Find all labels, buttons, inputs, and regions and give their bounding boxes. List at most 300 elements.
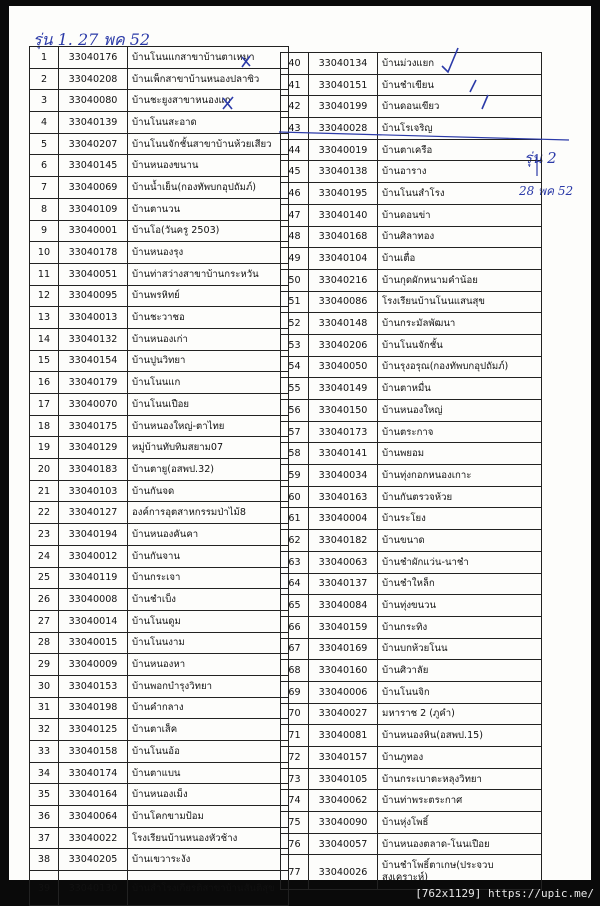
school-code: 33040153	[59, 675, 128, 697]
table-row	[30, 871, 289, 906]
school-code: 33040062	[309, 790, 378, 812]
school-code: 33040132	[59, 328, 128, 350]
table-row	[281, 768, 542, 790]
school-code: 33040080	[59, 90, 128, 112]
table-row	[30, 675, 289, 697]
row-number: 4	[30, 112, 59, 134]
row-number: 71	[281, 725, 309, 747]
school-code: 33040051	[59, 263, 128, 285]
table-row	[30, 350, 289, 372]
row-number: 76	[281, 833, 309, 855]
row-number: 70	[281, 703, 309, 725]
school-name: บ้านกันจด	[128, 480, 289, 502]
school-name: บ้านโนนจักชั้น	[378, 334, 542, 356]
table-row	[30, 372, 289, 394]
school-name: บ้านเขวาระงัง	[128, 849, 289, 871]
table-row	[30, 697, 289, 719]
row-number: 46	[281, 183, 309, 205]
school-code: 33040027	[309, 703, 378, 725]
school-code: 33040141	[309, 443, 378, 465]
school-code: 33040070	[59, 394, 128, 416]
row-number: 20	[30, 459, 59, 481]
row-number: 3	[30, 90, 59, 112]
table-row	[281, 421, 542, 443]
school-code: 33040090	[309, 812, 378, 834]
table-row	[30, 762, 289, 784]
table-row	[281, 291, 542, 313]
school-name: บ้านชำใหล็ก	[378, 573, 542, 595]
school-code: 33040207	[59, 133, 128, 155]
school-name: บ้านม่วงแยก	[378, 53, 542, 75]
table-row	[281, 161, 542, 183]
school-code: 33040064	[59, 806, 128, 828]
table-row	[30, 68, 289, 90]
table-row	[30, 784, 289, 806]
school-list-right-table	[280, 52, 542, 890]
table-row	[30, 198, 289, 220]
table-row	[30, 459, 289, 481]
school-name: บ้านโนนแกสาขาบ้านตาเหมา	[128, 47, 289, 69]
row-number: 64	[281, 573, 309, 595]
school-code: 33040129	[59, 437, 128, 459]
school-code: 33040103	[59, 480, 128, 502]
school-name: บ้านสำโรงเกียรติสาขาบ้านสันติสุข	[128, 871, 289, 906]
table-row	[30, 632, 289, 654]
school-name: บ้านกระทิง	[378, 616, 542, 638]
table-row	[30, 719, 289, 741]
row-number: 63	[281, 551, 309, 573]
table-row	[30, 524, 289, 546]
row-number: 18	[30, 415, 59, 437]
row-number: 23	[30, 524, 59, 546]
school-name: บ้านระโยง	[378, 508, 542, 530]
row-number: 54	[281, 356, 309, 378]
row-number: 51	[281, 291, 309, 313]
table-row	[281, 486, 542, 508]
school-code: 33040198	[59, 697, 128, 719]
school-name: บ้านตานวน	[128, 198, 289, 220]
image-host-footer: [762x1129] https://upic.me/	[415, 887, 594, 900]
table-row	[30, 133, 289, 155]
school-name: บ้านปูนวิทยา	[128, 350, 289, 372]
table-row	[30, 827, 289, 849]
school-name: บ้านตาเครือ	[378, 139, 542, 161]
school-code: 33040006	[309, 681, 378, 703]
school-code: 33040063	[309, 551, 378, 573]
school-code: 33040057	[309, 833, 378, 855]
row-number: 66	[281, 616, 309, 638]
table-row	[30, 47, 289, 69]
school-code: 33040175	[59, 415, 128, 437]
school-name: บ้านภูทอง	[378, 747, 542, 769]
table-row	[281, 400, 542, 422]
school-name: บ้านหนองใหญ่-ตาไทย	[128, 415, 289, 437]
school-code: 33040195	[309, 183, 378, 205]
table-row	[30, 806, 289, 828]
school-name: บ้านกระมัลพัฒนา	[378, 313, 542, 335]
table-row	[30, 328, 289, 350]
school-code: 33040205	[59, 849, 128, 871]
school-code: 33040034	[309, 465, 378, 487]
table-row	[281, 530, 542, 552]
school-name: บ้านตาแบน	[128, 762, 289, 784]
row-number: 30	[30, 675, 59, 697]
school-name: บ้านชำเบ็ง	[128, 589, 289, 611]
school-code: 33040138	[309, 161, 378, 183]
school-name: บ้านชำเขียน	[378, 74, 542, 96]
school-code: 33040154	[59, 350, 128, 372]
table-row	[281, 378, 542, 400]
table-row	[30, 112, 289, 134]
school-code: 33040160	[309, 660, 378, 682]
school-name: บ้านหนองขนาน	[128, 155, 289, 177]
row-number: 37	[30, 827, 59, 849]
table-row	[30, 415, 289, 437]
row-number: 43	[281, 118, 309, 140]
school-name: บ้านชะยูงสาขาหนองแก	[128, 90, 289, 112]
school-name: บ้านกันตรวจห้วย	[378, 486, 542, 508]
table-row	[30, 502, 289, 524]
table-row	[30, 155, 289, 177]
school-code: 33040208	[59, 68, 128, 90]
school-name: บ้านตระกาจ	[378, 421, 542, 443]
school-name: โรงเรียนบ้านหนองหัวช้าง	[128, 827, 289, 849]
school-name: บ้านโนนอ้อ	[128, 741, 289, 763]
school-code: 33040139	[59, 112, 128, 134]
table-row	[281, 465, 542, 487]
row-number: 6	[30, 155, 59, 177]
school-name: บ้านกันจาน	[128, 545, 289, 567]
school-name: หมู่บ้านทับทิมสยาม07	[128, 437, 289, 459]
row-number: 40	[281, 53, 309, 75]
school-name: องค์การอุตสาหกรรมป่าไม้8	[128, 502, 289, 524]
school-code: 33040174	[59, 762, 128, 784]
school-name: บ้านเพ็กสาขาบ้านหนองปลาซิว	[128, 68, 289, 90]
row-number: 47	[281, 204, 309, 226]
table-row	[281, 573, 542, 595]
row-number: 67	[281, 638, 309, 660]
table-row	[30, 90, 289, 112]
table-row	[281, 747, 542, 769]
table-row	[281, 443, 542, 465]
row-number: 50	[281, 269, 309, 291]
row-number: 2	[30, 68, 59, 90]
table-row	[281, 248, 542, 270]
school-name: บ้านโรเจริญ	[378, 118, 542, 140]
school-code: 33040015	[59, 632, 128, 654]
school-code: 33040164	[59, 784, 128, 806]
table-row	[30, 220, 289, 242]
school-name: บ้านหนองตลาด-โนนเปือย	[378, 833, 542, 855]
school-code: 33040199	[309, 96, 378, 118]
table-row	[281, 313, 542, 335]
row-number: 5	[30, 133, 59, 155]
row-number: 52	[281, 313, 309, 335]
school-code: 33040151	[309, 74, 378, 96]
school-name: บ้านทุ่งขนวน	[378, 595, 542, 617]
row-number: 27	[30, 610, 59, 632]
table-row	[281, 183, 542, 205]
row-number: 60	[281, 486, 309, 508]
row-number: 39	[30, 871, 59, 906]
school-name: บ้านศิวาลัย	[378, 660, 542, 682]
handwritten-group-1-label: รุ่น 1. 27 พค 52	[33, 30, 151, 49]
school-name: โรงเรียนบ้านโนนแสนสุข	[378, 291, 542, 313]
school-name: บ้านดอนเขียว	[378, 96, 542, 118]
school-name: บ้านชะวาชอ	[128, 307, 289, 329]
school-name: บ้านโนนแก	[128, 372, 289, 394]
school-code: 33040109	[59, 198, 128, 220]
school-code: 33040179	[59, 372, 128, 394]
row-number: 12	[30, 285, 59, 307]
row-number: 72	[281, 747, 309, 769]
row-number: 55	[281, 378, 309, 400]
school-name: บ้านกุดผักหนามคำน้อย	[378, 269, 542, 291]
school-code: 33040004	[309, 508, 378, 530]
school-name: บ้านโคกขามป้อม	[128, 806, 289, 828]
row-number: 45	[281, 161, 309, 183]
school-name: บ้านโนนจิก	[378, 681, 542, 703]
school-name: บ้านกระเจา	[128, 567, 289, 589]
row-number: 29	[30, 654, 59, 676]
school-code: 33040176	[59, 47, 128, 69]
row-number: 56	[281, 400, 309, 422]
row-number: 38	[30, 849, 59, 871]
school-name: บ้านท่าสว่างสาขาบ้านกระหวัน	[128, 263, 289, 285]
school-name: บ้านพยอม	[378, 443, 542, 465]
row-number: 25	[30, 567, 59, 589]
table-row	[30, 285, 289, 307]
table-row	[281, 616, 542, 638]
school-name: บ้านหนองเม็ง	[128, 784, 289, 806]
row-number: 61	[281, 508, 309, 530]
table-row	[281, 74, 542, 96]
school-code: 33040095	[59, 285, 128, 307]
school-code: 33040183	[59, 459, 128, 481]
table-row	[281, 356, 542, 378]
row-number: 11	[30, 263, 59, 285]
school-name: บ้านหนองหิน(อสพป.15)	[378, 725, 542, 747]
table-row	[281, 53, 542, 75]
school-name: มหาราช 2 (ภูคำ)	[378, 703, 542, 725]
school-code: 33040022	[59, 827, 128, 849]
table-row	[30, 307, 289, 329]
table-row	[281, 595, 542, 617]
school-list-left-table	[29, 46, 289, 906]
row-number: 8	[30, 198, 59, 220]
school-code: 33040012	[59, 545, 128, 567]
school-code: 33040194	[59, 524, 128, 546]
school-code: 33040178	[59, 242, 128, 264]
row-number: 49	[281, 248, 309, 270]
school-name: บ้านหนองหา	[128, 654, 289, 676]
school-name: บ้านท่าพระตระกาศ	[378, 790, 542, 812]
school-code: 33040028	[309, 118, 378, 140]
row-number: 74	[281, 790, 309, 812]
school-code: 33040150	[309, 400, 378, 422]
school-code: 33040013	[59, 307, 128, 329]
school-code: 33040081	[309, 725, 378, 747]
school-code: 33040019	[309, 139, 378, 161]
school-code: 33040137	[309, 573, 378, 595]
table-row	[30, 567, 289, 589]
school-code: 33040159	[309, 616, 378, 638]
school-code: 33040086	[309, 291, 378, 313]
row-number: 77	[281, 855, 309, 890]
school-code: 33040148	[309, 313, 378, 335]
school-name: บ้านบกห้วยโนน	[378, 638, 542, 660]
school-code: 33040145	[59, 155, 128, 177]
school-code: 33040127	[59, 502, 128, 524]
table-row	[281, 139, 542, 161]
school-code: 33040008	[59, 589, 128, 611]
row-number: 15	[30, 350, 59, 372]
row-number: 31	[30, 697, 59, 719]
school-code: 33040149	[309, 378, 378, 400]
row-number: 35	[30, 784, 59, 806]
row-number: 16	[30, 372, 59, 394]
school-name: บ้านเตื่อ	[378, 248, 542, 270]
row-number: 42	[281, 96, 309, 118]
row-number: 13	[30, 307, 59, 329]
school-name: บ้านดอนข่า	[378, 204, 542, 226]
school-name: บ้านหนองเก่า	[128, 328, 289, 350]
school-code: 33040014	[59, 610, 128, 632]
table-row	[30, 242, 289, 264]
school-code: 33040009	[59, 654, 128, 676]
row-number: 75	[281, 812, 309, 834]
row-number: 22	[30, 502, 59, 524]
table-row	[281, 703, 542, 725]
row-number: 32	[30, 719, 59, 741]
row-number: 73	[281, 768, 309, 790]
school-code: 33040173	[309, 421, 378, 443]
table-row	[281, 855, 542, 890]
table-row	[30, 589, 289, 611]
row-number: 7	[30, 177, 59, 199]
school-code: 33040216	[309, 269, 378, 291]
row-number: 21	[30, 480, 59, 502]
school-name: บ้านทุ่งกอกหนองเกาะ	[378, 465, 542, 487]
school-name: บ้านตาหมื่น	[378, 378, 542, 400]
row-number: 28	[30, 632, 59, 654]
school-code: 33040130	[59, 871, 128, 906]
table-row	[281, 96, 542, 118]
school-name: บ้านโอ(วันครู 2503)	[128, 220, 289, 242]
school-name: บ้านตายู(อสพป.32)	[128, 459, 289, 481]
row-number: 1	[30, 47, 59, 69]
row-number: 68	[281, 660, 309, 682]
table-row	[281, 508, 542, 530]
table-row	[281, 269, 542, 291]
row-number: 14	[30, 328, 59, 350]
school-code: 33040050	[309, 356, 378, 378]
row-number: 65	[281, 595, 309, 617]
table-row	[281, 725, 542, 747]
table-row	[281, 812, 542, 834]
school-code: 33040163	[309, 486, 378, 508]
school-name: บ้านน้ำเย็น(กองทัพบกอุปถัมภ์)	[128, 177, 289, 199]
row-number: 17	[30, 394, 59, 416]
school-code: 33040168	[309, 226, 378, 248]
table-row	[30, 437, 289, 459]
handwritten-group-2-label: รุ่น 2	[524, 149, 557, 167]
table-row	[30, 480, 289, 502]
table-row	[281, 681, 542, 703]
table-row	[281, 118, 542, 140]
school-code: 33040206	[309, 334, 378, 356]
row-number: 62	[281, 530, 309, 552]
table-row	[281, 334, 542, 356]
row-number: 44	[281, 139, 309, 161]
school-name: บ้านหนองใหญ่	[378, 400, 542, 422]
school-name: บ้านศิลาทอง	[378, 226, 542, 248]
school-code: 33040084	[309, 595, 378, 617]
row-number: 57	[281, 421, 309, 443]
row-number: 10	[30, 242, 59, 264]
row-number: 41	[281, 74, 309, 96]
school-code: 33040001	[59, 220, 128, 242]
row-number: 34	[30, 762, 59, 784]
school-code: 33040169	[309, 638, 378, 660]
table-row	[30, 741, 289, 763]
row-number: 48	[281, 226, 309, 248]
row-number: 59	[281, 465, 309, 487]
row-number: 58	[281, 443, 309, 465]
school-code: 33040140	[309, 204, 378, 226]
school-name: บ้านพรหิทย์	[128, 285, 289, 307]
school-code: 33040125	[59, 719, 128, 741]
table-row	[30, 394, 289, 416]
school-code: 33040158	[59, 741, 128, 763]
row-number: 19	[30, 437, 59, 459]
school-name: บ้านขนาด	[378, 530, 542, 552]
row-number: 69	[281, 681, 309, 703]
school-name: บ้านโนนเปือย	[128, 394, 289, 416]
table-row	[281, 833, 542, 855]
school-name: บ้านโนนจักชั้นสาขาบ้านห้วยเสียว	[128, 133, 289, 155]
school-name: บ้านรุงอรุณ(กองทัพบกอุปถัมภ์)	[378, 356, 542, 378]
school-name: บ้านโนนงาม	[128, 632, 289, 654]
table-row	[30, 545, 289, 567]
school-name: บ้านหนองคันคา	[128, 524, 289, 546]
school-code: 33040105	[309, 768, 378, 790]
school-name: บ้านอาราง	[378, 161, 542, 183]
row-number: 36	[30, 806, 59, 828]
table-row	[30, 610, 289, 632]
school-code: 33040069	[59, 177, 128, 199]
table-row	[281, 204, 542, 226]
school-code: 33040119	[59, 567, 128, 589]
row-number: 24	[30, 545, 59, 567]
table-row	[30, 849, 289, 871]
school-name: บ้านตาเส็ค	[128, 719, 289, 741]
school-name: บ้านพอกบำรุงวิทยา	[128, 675, 289, 697]
table-row	[30, 177, 289, 199]
row-number: 53	[281, 334, 309, 356]
row-number: 9	[30, 220, 59, 242]
school-code: 33040104	[309, 248, 378, 270]
school-code: 33040182	[309, 530, 378, 552]
row-number: 26	[30, 589, 59, 611]
handwritten-group-2-date: 28 พค 52	[519, 184, 574, 198]
school-name: บ้านกระเบาตะหลุงวิทยา	[378, 768, 542, 790]
row-number: 33	[30, 741, 59, 763]
table-row	[281, 660, 542, 682]
table-row	[30, 263, 289, 285]
school-name: บ้านหนองรุง	[128, 242, 289, 264]
table-row	[30, 654, 289, 676]
